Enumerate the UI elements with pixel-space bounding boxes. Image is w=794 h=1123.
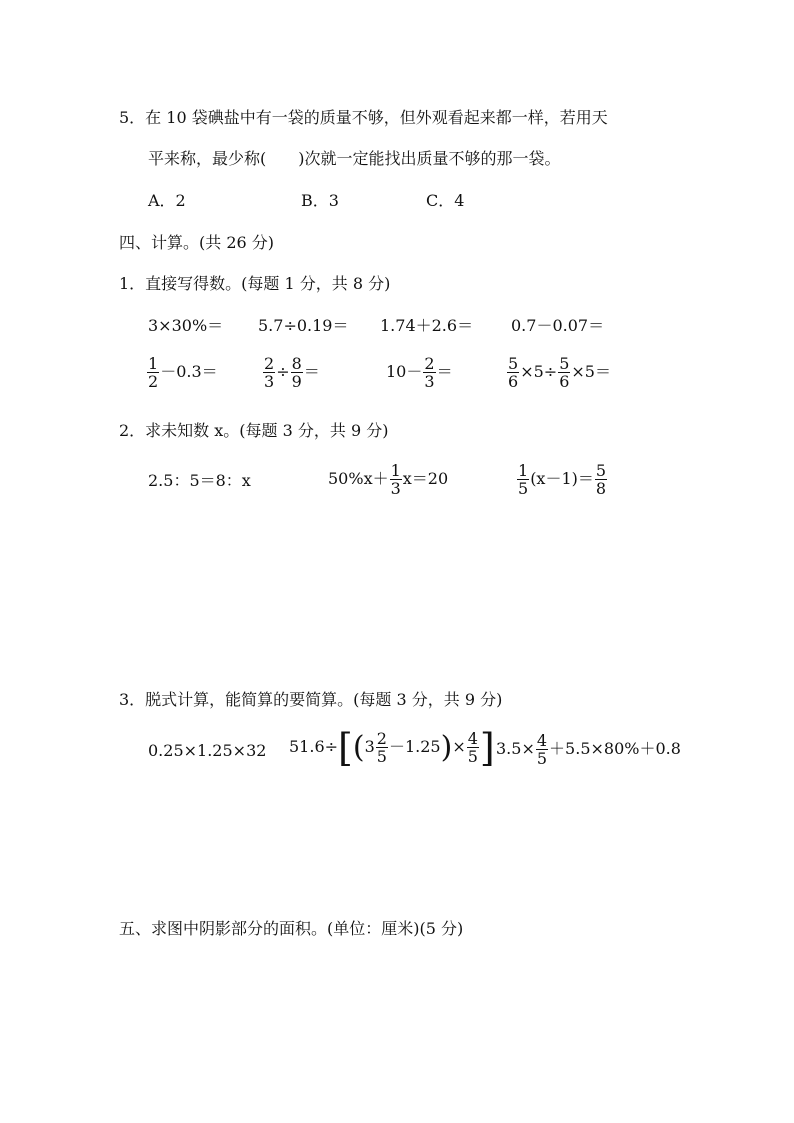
fraction: $\frac{5}{8}$ [595,461,607,498]
fraction: $\frac{5}{6}$ [559,354,570,391]
p3-eq-1: 0.25×1.25×32 [148,741,267,760]
fraction: $\frac{4}{5}$ [467,729,478,766]
p1-item-7: 10－ $\frac{2}{3}$ ＝ [386,354,453,391]
p1-item-3: 1.74＋2.6＝ [380,316,474,335]
fraction: $\frac{1}{5}$ [518,461,529,498]
p1-item-8: $\frac{5}{6}$ ×5÷ $\frac{5}{6}$ ×5＝ [508,354,611,391]
p1-item-2: 5.7÷0.19＝ [258,316,349,335]
p1-title: 1．直接写得数。(每题 1 分，共 8 分) [119,274,391,293]
p3-eq-3: 3.5× $\frac{4}{5}$ ＋5.5×80%＋0.8 [496,731,681,768]
fraction: $\frac{5}{6}$ [508,354,519,391]
fraction: $\frac{4}{5}$ [536,731,548,768]
p1-item-4: 0.7－0.07＝ [511,316,605,335]
fraction: $\frac{1}{3}$ [390,461,401,498]
q5-line1: 5．在 10 袋碘盐中有一袋的质量不够，但外观看起来都一样，若用天 [119,108,608,127]
fraction: $\frac{2}{5}$ [376,729,387,766]
fraction: $\frac{1}{2}$ [148,354,159,391]
p1-item-5: $\frac{1}{2}$ －0.3＝ [148,354,218,391]
q5-line2: 平来称，最少称( )次就一定能找出质量不够的那一袋。 [148,149,561,168]
p2-eq-3: $\frac{1}{5}$ (x－1)＝ $\frac{5}{8}$ [518,461,607,498]
p2-title: 2．求未知数 x。(每题 3 分，共 9 分) [119,421,389,440]
fraction: $\frac{2}{3}$ [424,354,435,391]
q5-option-c: C．4 [426,191,465,210]
fraction: $\frac{2}{3}$ [264,354,275,391]
q5-option-b: B．3 [301,191,339,210]
p1-item-1: 3×30%＝ [148,316,224,335]
p2-eq-2: 50%x＋ $\frac{1}{3}$ x＝20 [328,461,449,498]
fraction: $\frac{8}{9}$ [291,354,302,391]
p1-item-6: $\frac{2}{3}$ ÷ $\frac{8}{9}$ ＝ [264,354,320,391]
section4-title: 四、计算。(共 26 分) [119,233,275,252]
p3-eq-2: 51.6÷[(3 $\frac{2}{5}$ －1.25)× $\frac{4}{5}$ ] [289,725,495,770]
q5-option-a: A．2 [148,191,186,210]
section5-title: 五、求图中阴影部分的面积。(单位：厘米)(5 分) [119,919,464,938]
p2-eq-1: 2.5：5＝8：x [148,471,251,490]
p3-title: 3．脱式计算，能简算的要简算。(每题 3 分，共 9 分) [119,690,503,709]
